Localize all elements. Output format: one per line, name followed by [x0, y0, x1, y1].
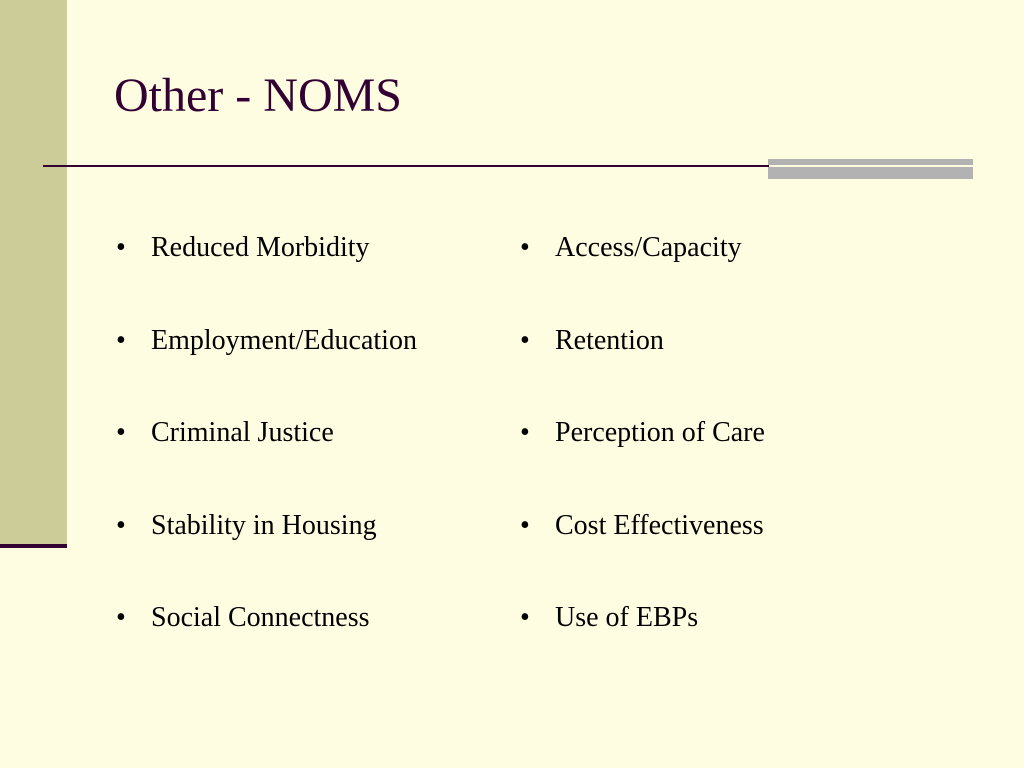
- right-bullet-list: [520, 226, 960, 689]
- bullet-icon: •: [116, 509, 126, 541]
- list-item: [116, 411, 506, 504]
- list-item: [116, 504, 506, 597]
- list-item-text: Retention: [555, 324, 664, 356]
- bullet-icon: •: [116, 232, 126, 263]
- list-item-text: Reduced Morbidity: [151, 232, 370, 263]
- list-item-text: Cost Effectiveness: [555, 509, 764, 541]
- bullet-icon: •: [520, 509, 530, 541]
- left-accent-line: [0, 544, 67, 548]
- list-item-text: Employment/Education: [151, 324, 417, 356]
- bullet-icon: •: [520, 232, 530, 263]
- list-item: [116, 596, 506, 689]
- list-item-text: Stability in Housing: [151, 509, 377, 541]
- list-item: [116, 226, 506, 319]
- left-bullet-list: [116, 226, 506, 689]
- list-item-text: Criminal Justice: [151, 417, 334, 448]
- bullet-icon: •: [116, 417, 126, 448]
- list-item-text: Social Connectness: [151, 602, 370, 633]
- grey-bar-lower: [768, 167, 973, 179]
- list-item: [116, 319, 506, 412]
- list-item: [520, 411, 960, 504]
- bullet-icon: •: [520, 602, 530, 633]
- bullet-icon: •: [116, 602, 126, 633]
- list-item: [520, 226, 960, 319]
- list-item: [520, 319, 960, 412]
- left-decorative-band: [0, 0, 67, 545]
- bullet-icon: •: [520, 324, 530, 356]
- list-item: [520, 504, 960, 597]
- bullet-icon: •: [116, 324, 126, 356]
- grey-decorative-bar: [768, 159, 973, 179]
- list-item: [520, 596, 960, 689]
- list-item-text: Use of EBPs: [555, 602, 699, 633]
- title-underline-rule: [43, 165, 769, 167]
- bullet-icon: •: [520, 417, 530, 448]
- grey-bar-upper: [768, 159, 973, 165]
- list-item-text: Access/Capacity: [555, 232, 742, 263]
- list-item-text: Perception of Care: [555, 417, 765, 448]
- slide-title: Other - NOMS: [114, 69, 402, 122]
